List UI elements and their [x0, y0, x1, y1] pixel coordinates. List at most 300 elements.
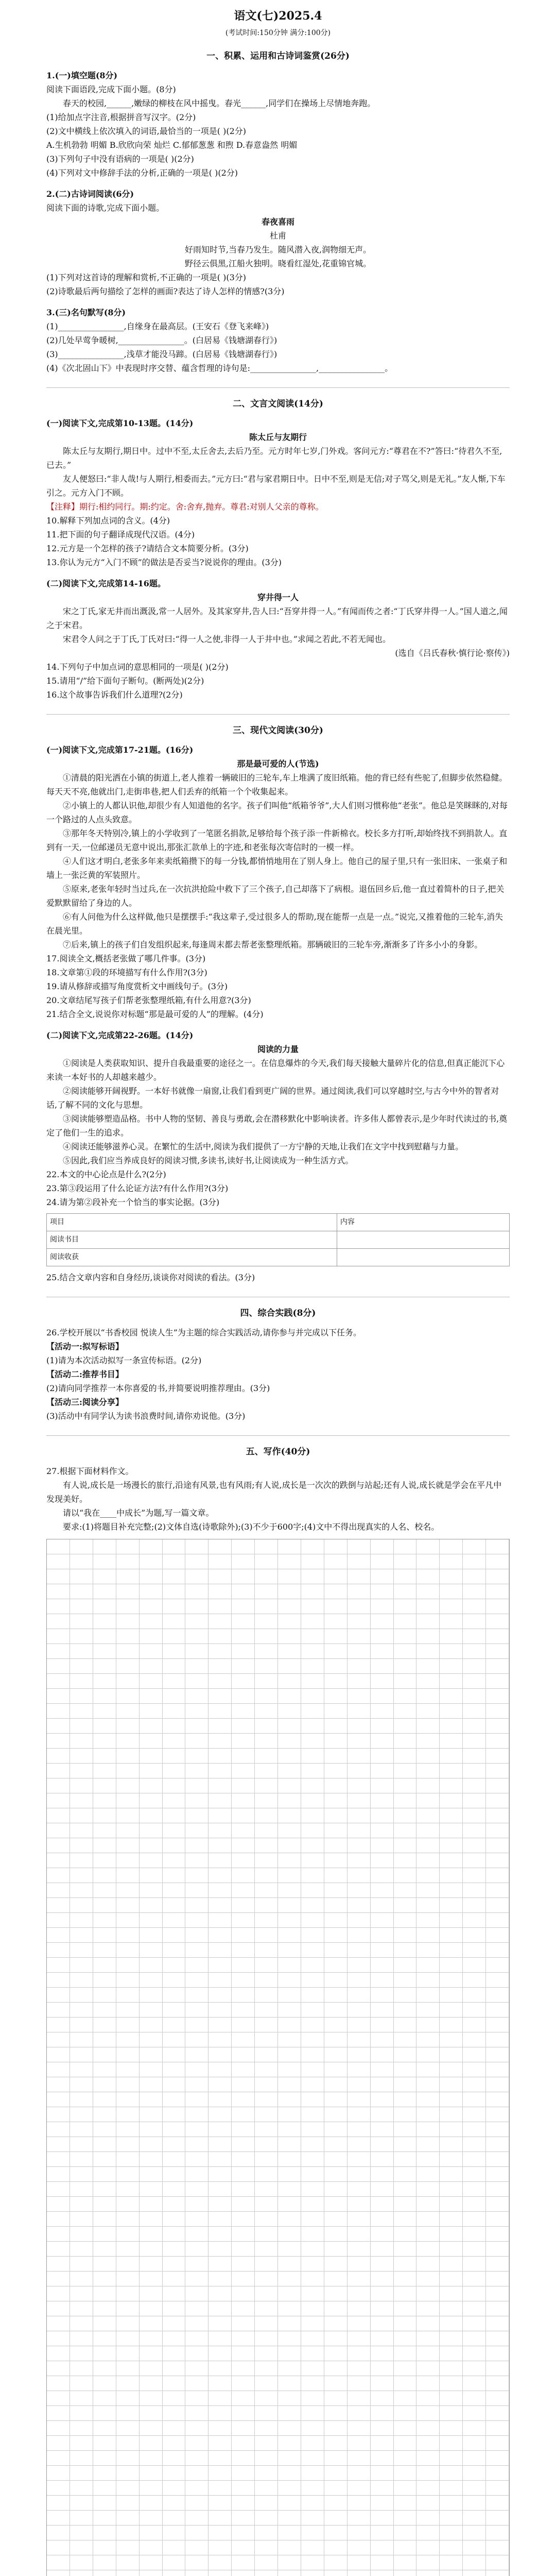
grid-cell[interactable]: [486, 1629, 509, 1644]
grid-cell[interactable]: [278, 2391, 301, 2406]
grid-cell[interactable]: [70, 1973, 93, 1988]
grid-cell[interactable]: [163, 1734, 186, 1749]
grid-cell[interactable]: [348, 2391, 371, 2406]
grid-cell[interactable]: [70, 2331, 93, 2346]
grid-cell[interactable]: [163, 1749, 186, 1764]
grid-cell[interactable]: [116, 1778, 140, 1793]
grid-cell[interactable]: [416, 2047, 440, 2062]
grid-cell[interactable]: [116, 2272, 140, 2286]
grid-cell[interactable]: [140, 1898, 163, 1913]
grid-cell[interactable]: [324, 2391, 348, 2406]
grid-cell[interactable]: [255, 2451, 278, 2466]
grid-cell[interactable]: [371, 2107, 394, 2122]
grid-cell[interactable]: [440, 2526, 463, 2540]
grid-cell[interactable]: [163, 2361, 186, 2376]
grid-cell[interactable]: [232, 2212, 255, 2227]
grid-cell[interactable]: [440, 2167, 463, 2182]
grid-cell[interactable]: [278, 1704, 301, 1719]
grid-cell[interactable]: [185, 2406, 208, 2421]
grid-cell[interactable]: [486, 2451, 509, 2466]
grid-cell[interactable]: [371, 2481, 394, 2496]
grid-cell[interactable]: [70, 2047, 93, 2062]
grid-cell[interactable]: [255, 2107, 278, 2122]
grid-cell[interactable]: [463, 1838, 486, 1853]
grid-cell[interactable]: [440, 1584, 463, 1599]
grid-cell[interactable]: [208, 2466, 232, 2481]
grid-cell[interactable]: [416, 1883, 440, 1898]
grid-cell[interactable]: [70, 1928, 93, 1943]
grid-cell[interactable]: [232, 1614, 255, 1629]
grid-cell[interactable]: [185, 1928, 208, 1943]
grid-cell[interactable]: [232, 2346, 255, 2361]
grid-cell[interactable]: [278, 2182, 301, 2197]
grid-cell[interactable]: [47, 1539, 70, 1554]
grid-cell[interactable]: [255, 1973, 278, 1988]
grid-cell[interactable]: [208, 2018, 232, 2032]
grid-cell[interactable]: [140, 2167, 163, 2182]
grid-cell[interactable]: [185, 1823, 208, 1838]
grid-cell[interactable]: [255, 2152, 278, 2167]
grid-cell[interactable]: [324, 2122, 348, 2137]
grid-cell[interactable]: [116, 2137, 140, 2152]
grid-cell[interactable]: [185, 2257, 208, 2272]
grid-cell[interactable]: [140, 2316, 163, 2331]
grid-cell[interactable]: [440, 1883, 463, 1898]
grid-cell[interactable]: [278, 1778, 301, 1793]
grid-cell[interactable]: [47, 1778, 70, 1793]
grid-cell[interactable]: [416, 1554, 440, 1569]
grid-cell[interactable]: [463, 2555, 486, 2570]
grid-cell[interactable]: [463, 1913, 486, 1928]
grid-cell[interactable]: [208, 2092, 232, 2107]
grid-cell[interactable]: [163, 2406, 186, 2421]
grid-cell[interactable]: [185, 2032, 208, 2047]
grid-cell[interactable]: [47, 2122, 70, 2137]
grid-cell[interactable]: [278, 2003, 301, 2018]
grid-cell[interactable]: [163, 2316, 186, 2331]
grid-cell[interactable]: [255, 2137, 278, 2152]
grid-cell[interactable]: [185, 2511, 208, 2526]
grid-cell[interactable]: [394, 1584, 417, 1599]
grid-cell[interactable]: [486, 2137, 509, 2152]
grid-cell[interactable]: [301, 1689, 324, 1704]
grid-cell[interactable]: [486, 2018, 509, 2032]
grid-cell[interactable]: [463, 2242, 486, 2257]
grid-cell[interactable]: [70, 2107, 93, 2122]
grid-cell[interactable]: [70, 2182, 93, 2197]
grid-cell[interactable]: [208, 2451, 232, 2466]
grid-cell[interactable]: [255, 1719, 278, 1734]
grid-cell[interactable]: [371, 2361, 394, 2376]
grid-cell[interactable]: [70, 2197, 93, 2212]
grid-cell[interactable]: [301, 1793, 324, 1808]
grid-cell[interactable]: [348, 1928, 371, 1943]
grid-cell[interactable]: [416, 2376, 440, 2391]
grid-cell[interactable]: [47, 1614, 70, 1629]
grid-cell[interactable]: [440, 2047, 463, 2062]
grid-cell[interactable]: [416, 2555, 440, 2570]
grid-cell[interactable]: [348, 2137, 371, 2152]
grid-cell[interactable]: [232, 2272, 255, 2286]
grid-cell[interactable]: [232, 1778, 255, 1793]
grid-cell[interactable]: [301, 1883, 324, 1898]
grid-cell[interactable]: [348, 2376, 371, 2391]
grid-cell[interactable]: [116, 1659, 140, 1674]
grid-cell[interactable]: [463, 2331, 486, 2346]
grid-cell[interactable]: [93, 2511, 116, 2526]
grid-cell[interactable]: [140, 2346, 163, 2361]
grid-cell[interactable]: [440, 1958, 463, 1973]
grid-cell[interactable]: [93, 2481, 116, 2496]
grid-cell[interactable]: [416, 1614, 440, 1629]
grid-cell[interactable]: [394, 1943, 417, 1958]
grid-cell[interactable]: [394, 1719, 417, 1734]
grid-cell[interactable]: [301, 2421, 324, 2436]
grid-cell[interactable]: [301, 2540, 324, 2555]
grid-cell[interactable]: [416, 2272, 440, 2286]
grid-cell[interactable]: [70, 2152, 93, 2167]
grid-cell[interactable]: [47, 2286, 70, 2301]
grid-cell[interactable]: [163, 2570, 186, 2576]
grid-cell[interactable]: [416, 2540, 440, 2555]
grid-cell[interactable]: [301, 1584, 324, 1599]
grid-cell[interactable]: [371, 1584, 394, 1599]
grid-cell[interactable]: [116, 1883, 140, 1898]
grid-cell[interactable]: [486, 2257, 509, 2272]
grid-cell[interactable]: [416, 2570, 440, 2576]
grid-cell[interactable]: [278, 2122, 301, 2137]
grid-cell[interactable]: [140, 1973, 163, 1988]
grid-cell[interactable]: [185, 2555, 208, 2570]
grid-cell[interactable]: [278, 1554, 301, 1569]
grid-cell[interactable]: [371, 2077, 394, 2092]
grid-cell[interactable]: [163, 2047, 186, 2062]
grid-cell[interactable]: [278, 2286, 301, 2301]
grid-cell[interactable]: [301, 2003, 324, 2018]
grid-cell[interactable]: [47, 2003, 70, 2018]
grid-cell[interactable]: [394, 1913, 417, 1928]
grid-cell[interactable]: [163, 2511, 186, 2526]
grid-cell[interactable]: [47, 2167, 70, 2182]
grid-cell[interactable]: [185, 1898, 208, 1913]
grid-cell[interactable]: [416, 1629, 440, 1644]
grid-cell[interactable]: [324, 2361, 348, 2376]
grid-cell[interactable]: [70, 2451, 93, 2466]
grid-cell[interactable]: [394, 2092, 417, 2107]
grid-cell[interactable]: [163, 2257, 186, 2272]
grid-cell[interactable]: [47, 2062, 70, 2077]
grid-cell[interactable]: [416, 2421, 440, 2436]
grid-cell[interactable]: [93, 1734, 116, 1749]
grid-cell[interactable]: [324, 1988, 348, 2003]
grid-cell[interactable]: [301, 1629, 324, 1644]
grid-cell[interactable]: [486, 1913, 509, 1928]
grid-cell[interactable]: [93, 2062, 116, 2077]
grid-cell[interactable]: [463, 1988, 486, 2003]
grid-cell[interactable]: [47, 1719, 70, 1734]
grid-cell[interactable]: [278, 1749, 301, 1764]
grid-cell[interactable]: [301, 1599, 324, 1614]
grid-cell[interactable]: [255, 2361, 278, 2376]
grid-cell[interactable]: [140, 2242, 163, 2257]
grid-cell[interactable]: [185, 1614, 208, 1629]
grid-cell[interactable]: [394, 2570, 417, 2576]
grid-cell[interactable]: [116, 1988, 140, 2003]
grid-cell[interactable]: [93, 1539, 116, 1554]
grid-cell[interactable]: [371, 2137, 394, 2152]
grid-cell[interactable]: [371, 2018, 394, 2032]
grid-cell[interactable]: [371, 1868, 394, 1883]
grid-cell[interactable]: [324, 1913, 348, 1928]
grid-cell[interactable]: [140, 2526, 163, 2540]
grid-cell[interactable]: [140, 1928, 163, 1943]
grid-cell[interactable]: [301, 2092, 324, 2107]
grid-cell[interactable]: [324, 2197, 348, 2212]
grid-cell[interactable]: [255, 2167, 278, 2182]
grid-cell[interactable]: [348, 1584, 371, 1599]
grid-cell[interactable]: [255, 2122, 278, 2137]
grid-cell[interactable]: [70, 2421, 93, 2436]
grid-cell[interactable]: [278, 1689, 301, 1704]
grid-cell[interactable]: [255, 1644, 278, 1659]
grid-cell[interactable]: [301, 2242, 324, 2257]
grid-cell[interactable]: [394, 1838, 417, 1853]
grid-cell[interactable]: [416, 1808, 440, 1823]
grid-cell[interactable]: [255, 2286, 278, 2301]
grid-cell[interactable]: [93, 1928, 116, 1943]
grid-cell[interactable]: [70, 2122, 93, 2137]
grid-cell[interactable]: [394, 2047, 417, 2062]
grid-cell[interactable]: [301, 2062, 324, 2077]
grid-cell[interactable]: [185, 1704, 208, 1719]
grid-cell[interactable]: [93, 2286, 116, 2301]
grid-cell[interactable]: [255, 2047, 278, 2062]
grid-cell[interactable]: [463, 2301, 486, 2316]
grid-cell[interactable]: [371, 2555, 394, 2570]
grid-cell[interactable]: [440, 2212, 463, 2227]
grid-cell[interactable]: [324, 2511, 348, 2526]
grid-cell[interactable]: [140, 1554, 163, 1569]
grid-cell[interactable]: [301, 1539, 324, 1554]
grid-cell[interactable]: [208, 2182, 232, 2197]
grid-cell[interactable]: [278, 2421, 301, 2436]
grid-cell[interactable]: [163, 1584, 186, 1599]
grid-cell[interactable]: [140, 2122, 163, 2137]
grid-cell[interactable]: [47, 1958, 70, 1973]
grid-cell[interactable]: [163, 2421, 186, 2436]
grid-cell[interactable]: [185, 1868, 208, 1883]
grid-cell[interactable]: [301, 1988, 324, 2003]
grid-cell[interactable]: [371, 1674, 394, 1689]
grid-cell[interactable]: [232, 1659, 255, 1674]
grid-cell[interactable]: [70, 1659, 93, 1674]
grid-cell[interactable]: [301, 2227, 324, 2242]
grid-cell[interactable]: [116, 1539, 140, 1554]
grid-cell[interactable]: [348, 1569, 371, 1584]
grid-cell[interactable]: [301, 2077, 324, 2092]
grid-cell[interactable]: [208, 1689, 232, 1704]
grid-cell[interactable]: [371, 1853, 394, 1868]
grid-cell[interactable]: [463, 1793, 486, 1808]
grid-cell[interactable]: [416, 2331, 440, 2346]
grid-cell[interactable]: [440, 1749, 463, 1764]
grid-cell[interactable]: [324, 2466, 348, 2481]
grid-cell[interactable]: [324, 2137, 348, 2152]
grid-cell[interactable]: [278, 2212, 301, 2227]
grid-cell[interactable]: [116, 1853, 140, 1868]
grid-cell[interactable]: [140, 1823, 163, 1838]
grid-cell[interactable]: [486, 1539, 509, 1554]
grid-cell[interactable]: [208, 1734, 232, 1749]
grid-cell[interactable]: [232, 1808, 255, 1823]
grid-cell[interactable]: [416, 1704, 440, 1719]
grid-cell[interactable]: [255, 2481, 278, 2496]
grid-cell[interactable]: [185, 1719, 208, 1734]
grid-cell[interactable]: [278, 2032, 301, 2047]
grid-cell[interactable]: [463, 2496, 486, 2511]
grid-cell[interactable]: [463, 2346, 486, 2361]
grid-cell[interactable]: [416, 1823, 440, 1838]
grid-cell[interactable]: [348, 1883, 371, 1898]
grid-cell[interactable]: [116, 1958, 140, 1973]
grid-cell[interactable]: [47, 2540, 70, 2555]
grid-cell[interactable]: [301, 2406, 324, 2421]
grid-cell[interactable]: [232, 1838, 255, 1853]
grid-cell[interactable]: [394, 1674, 417, 1689]
grid-cell[interactable]: [324, 2032, 348, 2047]
grid-cell[interactable]: [440, 2570, 463, 2576]
grid-cell[interactable]: [116, 2062, 140, 2077]
grid-cell[interactable]: [486, 2272, 509, 2286]
grid-cell[interactable]: [163, 1778, 186, 1793]
grid-cell[interactable]: [163, 1644, 186, 1659]
grid-cell[interactable]: [232, 2376, 255, 2391]
grid-cell[interactable]: [208, 2062, 232, 2077]
grid-cell[interactable]: [70, 1539, 93, 1554]
grid-cell[interactable]: [416, 1644, 440, 1659]
grid-cell[interactable]: [348, 1898, 371, 1913]
grid-cell[interactable]: [371, 1719, 394, 1734]
grid-cell[interactable]: [255, 2526, 278, 2540]
grid-cell[interactable]: [324, 2570, 348, 2576]
grid-cell[interactable]: [116, 2092, 140, 2107]
grid-cell[interactable]: [416, 1599, 440, 1614]
grid-cell[interactable]: [278, 2107, 301, 2122]
grid-cell[interactable]: [348, 2361, 371, 2376]
grid-cell[interactable]: [47, 1988, 70, 2003]
grid-cell[interactable]: [416, 1928, 440, 1943]
grid-cell[interactable]: [301, 1734, 324, 1749]
grid-cell[interactable]: [208, 2003, 232, 2018]
grid-cell[interactable]: [163, 2062, 186, 2077]
grid-cell[interactable]: [394, 1898, 417, 1913]
grid-cell[interactable]: [278, 2077, 301, 2092]
grid-cell[interactable]: [416, 1958, 440, 1973]
grid-cell[interactable]: [324, 2272, 348, 2286]
grid-cell[interactable]: [463, 2436, 486, 2451]
grid-cell[interactable]: [371, 2272, 394, 2286]
grid-cell[interactable]: [416, 2316, 440, 2331]
grid-cell[interactable]: [394, 1599, 417, 1614]
grid-cell[interactable]: [255, 2421, 278, 2436]
grid-cell[interactable]: [255, 1838, 278, 1853]
grid-cell[interactable]: [324, 1674, 348, 1689]
grid-cell[interactable]: [463, 2062, 486, 2077]
grid-cell[interactable]: [394, 2003, 417, 2018]
grid-cell[interactable]: [371, 1898, 394, 1913]
grid-cell[interactable]: [440, 2496, 463, 2511]
grid-cell[interactable]: [301, 1958, 324, 1973]
grid-cell[interactable]: [47, 2077, 70, 2092]
grid-cell[interactable]: [348, 2212, 371, 2227]
grid-cell[interactable]: [463, 2212, 486, 2227]
grid-cell[interactable]: [185, 2077, 208, 2092]
grid-cell[interactable]: [440, 2107, 463, 2122]
grid-cell[interactable]: [463, 2047, 486, 2062]
grid-cell[interactable]: [486, 2152, 509, 2167]
grid-cell[interactable]: [348, 2511, 371, 2526]
grid-cell[interactable]: [463, 2018, 486, 2032]
grid-cell[interactable]: [163, 1928, 186, 1943]
grid-cell[interactable]: [93, 1793, 116, 1808]
grid-cell[interactable]: [93, 1569, 116, 1584]
grid-cell[interactable]: [278, 1793, 301, 1808]
grid-cell[interactable]: [93, 2272, 116, 2286]
grid-cell[interactable]: [371, 1793, 394, 1808]
grid-cell[interactable]: [93, 2047, 116, 2062]
grid-cell[interactable]: [324, 2526, 348, 2540]
grid-cell[interactable]: [208, 1614, 232, 1629]
grid-cell[interactable]: [47, 2451, 70, 2466]
grid-cell[interactable]: [163, 1569, 186, 1584]
grid-cell[interactable]: [140, 1614, 163, 1629]
grid-cell[interactable]: [185, 2540, 208, 2555]
grid-cell[interactable]: [93, 2092, 116, 2107]
grid-cell[interactable]: [371, 1539, 394, 1554]
grid-cell[interactable]: [116, 2167, 140, 2182]
grid-cell[interactable]: [348, 1659, 371, 1674]
grid-cell[interactable]: [232, 2107, 255, 2122]
grid-cell[interactable]: [208, 2391, 232, 2406]
grid-cell[interactable]: [278, 1808, 301, 1823]
grid-cell[interactable]: [185, 2197, 208, 2212]
grid-cell[interactable]: [463, 2137, 486, 2152]
grid-cell[interactable]: [93, 1644, 116, 1659]
grid-cell[interactable]: [394, 2466, 417, 2481]
grid-cell[interactable]: [208, 1764, 232, 1778]
grid-cell[interactable]: [232, 2152, 255, 2167]
grid-cell[interactable]: [463, 1689, 486, 1704]
grid-cell[interactable]: [232, 2331, 255, 2346]
grid-cell[interactable]: [486, 1749, 509, 1764]
grid-cell[interactable]: [208, 1808, 232, 1823]
grid-cell[interactable]: [348, 2077, 371, 2092]
grid-cell[interactable]: [140, 2018, 163, 2032]
grid-cell[interactable]: [463, 2092, 486, 2107]
grid-cell[interactable]: [93, 1898, 116, 1913]
grid-cell[interactable]: [93, 2331, 116, 2346]
grid-cell[interactable]: [116, 1584, 140, 1599]
grid-cell[interactable]: [440, 2361, 463, 2376]
grid-cell[interactable]: [278, 2227, 301, 2242]
grid-cell[interactable]: [348, 1719, 371, 1734]
grid-cell[interactable]: [416, 2077, 440, 2092]
grid-cell[interactable]: [348, 2570, 371, 2576]
grid-cell[interactable]: [394, 1868, 417, 1883]
grid-cell[interactable]: [486, 2570, 509, 2576]
grid-cell[interactable]: [440, 1674, 463, 1689]
grid-cell[interactable]: [70, 2301, 93, 2316]
